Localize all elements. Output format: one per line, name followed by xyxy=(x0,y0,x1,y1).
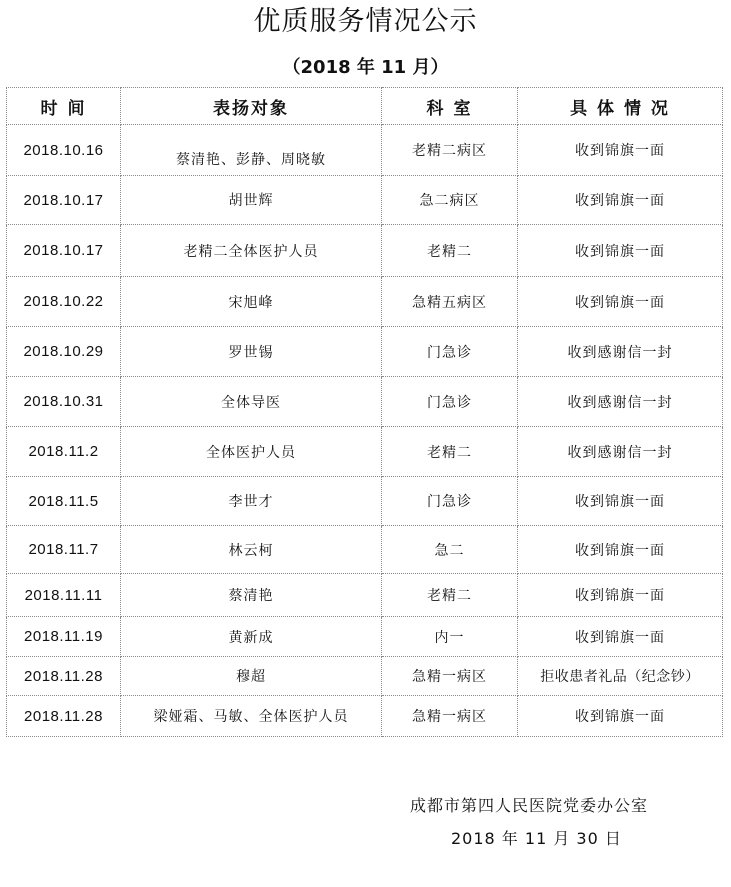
cell-person: 罗世锡 xyxy=(121,327,382,377)
cell-date: 2018.10.17 xyxy=(7,225,121,277)
cell-date: 2018.10.31 xyxy=(7,377,121,427)
page-subtitle: （2018 年 11 月） xyxy=(282,57,449,78)
cell-person: 老精二全体医护人员 xyxy=(121,225,382,277)
cell-department: 老精二 xyxy=(382,225,518,277)
page-title: 优质服务情况公示 xyxy=(253,6,478,37)
cell-department: 门急诊 xyxy=(382,477,518,526)
cell-date: 2018.11.19 xyxy=(7,617,121,657)
commendation-table xyxy=(6,87,723,737)
cell-detail: 收到锦旗一面 xyxy=(518,277,723,327)
cell-detail: 收到感谢信一封 xyxy=(518,377,723,427)
cell-detail: 收到锦旗一面 xyxy=(518,225,723,277)
cell-person: 全体医护人员 xyxy=(121,427,382,477)
cell-detail: 拒收患者礼品（纪念钞） xyxy=(518,657,723,696)
table-row xyxy=(7,427,723,477)
cell-date: 2018.11.2 xyxy=(7,427,121,477)
table-row xyxy=(7,526,723,574)
cell-date: 2018.10.29 xyxy=(7,327,121,377)
column-header-detail: 具 体 情 况 xyxy=(518,88,723,125)
cell-department: 老精二 xyxy=(382,427,518,477)
cell-person: 穆超 xyxy=(121,657,382,696)
cell-date: 2018.11.28 xyxy=(7,657,121,696)
cell-detail: 收到感谢信一封 xyxy=(518,327,723,377)
cell-department: 门急诊 xyxy=(382,377,518,427)
table-header-row xyxy=(7,88,723,125)
cell-department: 内一 xyxy=(382,617,518,657)
cell-detail: 收到锦旗一面 xyxy=(518,125,723,176)
table-row xyxy=(7,225,723,277)
table-row xyxy=(7,277,723,327)
cell-person: 宋旭峰 xyxy=(121,277,382,327)
cell-person: 黄新成 xyxy=(121,617,382,657)
table-row xyxy=(7,176,723,225)
cell-person: 蔡清艳、彭静、周晓敏 xyxy=(121,125,382,176)
cell-person: 林云柯 xyxy=(121,526,382,574)
table-row xyxy=(7,617,723,657)
cell-department: 急二 xyxy=(382,526,518,574)
cell-date: 2018.10.16 xyxy=(7,125,121,176)
cell-person: 全体导医 xyxy=(121,377,382,427)
cell-department: 急精一病区 xyxy=(382,696,518,737)
table-row xyxy=(7,696,723,737)
cell-person: 胡世辉 xyxy=(121,176,382,225)
cell-department: 急二病区 xyxy=(382,176,518,225)
column-header-department: 科 室 xyxy=(382,88,518,125)
cell-department: 急精五病区 xyxy=(382,277,518,327)
cell-detail: 收到锦旗一面 xyxy=(518,574,723,617)
cell-department: 老精二病区 xyxy=(382,125,518,176)
cell-person: 梁娅霜、马敏、全体医护人员 xyxy=(121,696,382,737)
table-row xyxy=(7,477,723,526)
table-row xyxy=(7,327,723,377)
cell-detail: 收到锦旗一面 xyxy=(518,617,723,657)
cell-date: 2018.11.28 xyxy=(7,696,121,737)
cell-detail: 收到锦旗一面 xyxy=(518,696,723,737)
cell-date: 2018.11.11 xyxy=(7,574,121,617)
cell-date: 2018.10.22 xyxy=(7,277,121,327)
cell-department: 老精二 xyxy=(382,574,518,617)
cell-detail: 收到感谢信一封 xyxy=(518,427,723,477)
table-row xyxy=(7,125,723,176)
cell-detail: 收到锦旗一面 xyxy=(518,477,723,526)
cell-date: 2018.11.7 xyxy=(7,526,121,574)
issuing-organization: 成都市第四人民医院党委办公室 xyxy=(410,796,649,815)
table-row xyxy=(7,574,723,617)
cell-date: 2018.11.5 xyxy=(7,477,121,526)
cell-detail: 收到锦旗一面 xyxy=(518,176,723,225)
table-row xyxy=(7,657,723,696)
table-row xyxy=(7,377,723,427)
issue-date: 2018 年 11 月 30 日 xyxy=(451,829,622,848)
cell-department: 急精一病区 xyxy=(382,657,518,696)
cell-department: 门急诊 xyxy=(382,327,518,377)
cell-date: 2018.10.17 xyxy=(7,176,121,225)
cell-detail: 收到锦旗一面 xyxy=(518,526,723,574)
column-header-date: 时 间 xyxy=(7,88,121,125)
column-header-person: 表扬对象 xyxy=(121,88,382,125)
cell-person: 蔡清艳 xyxy=(121,574,382,617)
cell-person: 李世才 xyxy=(121,477,382,526)
